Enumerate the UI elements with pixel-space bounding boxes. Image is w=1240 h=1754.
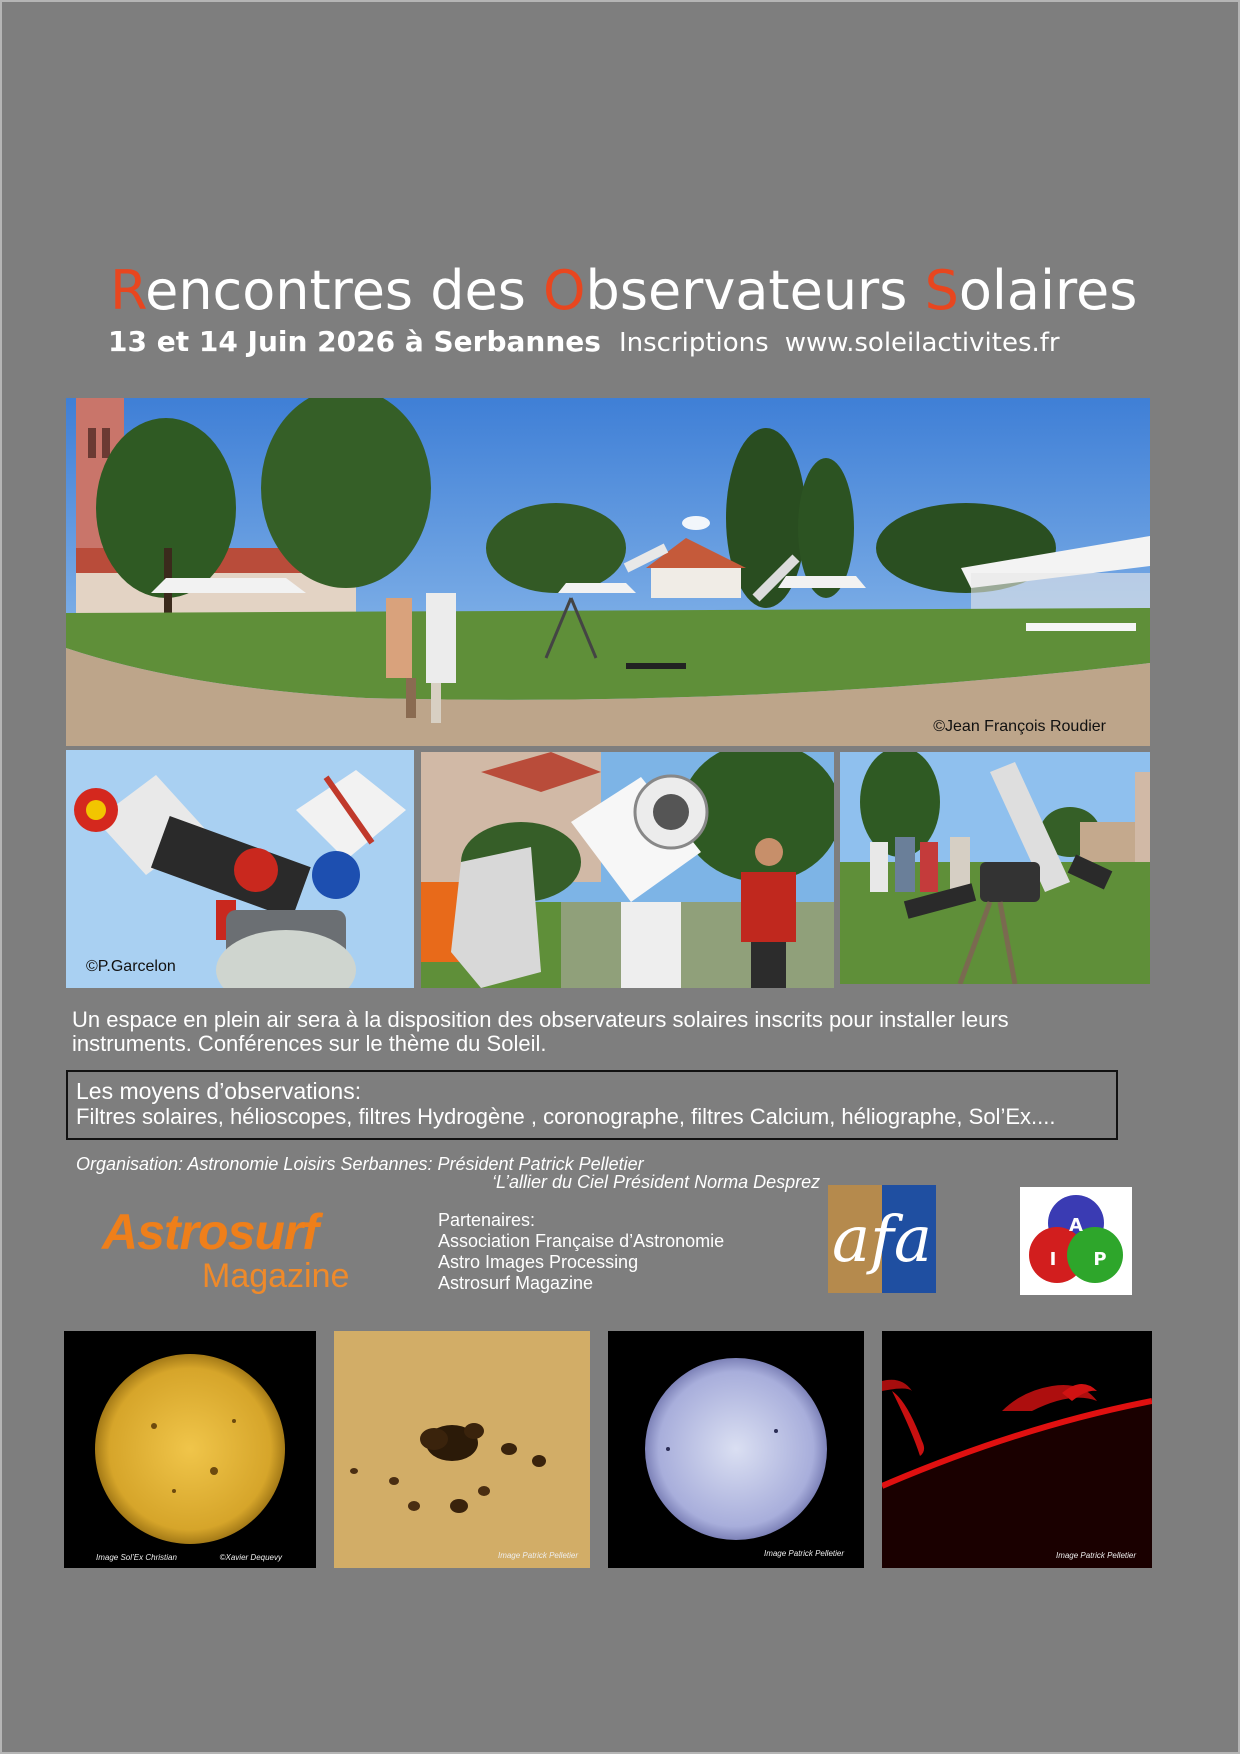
photo-credit-left: ©P.Garcelon xyxy=(86,958,176,975)
title-initial-o: O xyxy=(543,259,586,322)
sunspot-illustration xyxy=(334,1331,590,1568)
aip-logo-letter-a: A xyxy=(1069,1215,1083,1236)
afa-logo-text: afa xyxy=(832,1203,932,1277)
observation-means-list: Filtres solaires, hélioscopes, filtres Hydrogène , coronographe, filtres Calcium, héliographe, Sol’Ex.... xyxy=(76,1104,1056,1129)
organisation-line-2: ‘L’allier du Ciel Président Norma Desprez xyxy=(492,1172,821,1192)
sun-image-white-light xyxy=(608,1331,864,1568)
partner-item: Astrosurf Magazine xyxy=(438,1273,594,1293)
sun-caption-credit: ©Xavier Dequevy xyxy=(219,1553,282,1562)
aip-logo-letter-p: P xyxy=(1093,1249,1107,1270)
page-title xyxy=(110,259,1138,322)
observer-photo xyxy=(421,752,834,988)
telescope-illustration xyxy=(66,750,414,988)
panorama-photo xyxy=(66,398,1150,746)
prominence-illustration xyxy=(882,1331,1152,1568)
partners-block xyxy=(438,1210,724,1294)
sun-caption-solex: Image Sol’Ex Christian xyxy=(96,1553,177,1562)
organisation-line-1: Organisation: Astronomie Loisirs Serbannes: Président Patrick Pelletier xyxy=(76,1154,644,1174)
partners-heading: Partenaires: xyxy=(438,1210,536,1230)
afa-logo xyxy=(828,1185,936,1293)
aip-logo xyxy=(1020,1187,1132,1295)
sun-disk-white-illustration xyxy=(608,1331,864,1568)
website-link[interactable]: www.soleilactivites.fr xyxy=(784,328,1060,358)
title-segment-1: encontres des xyxy=(145,259,544,322)
photo-credit-main: ©Jean François Roudier xyxy=(933,718,1106,735)
astrosurf-logo xyxy=(102,1204,362,1297)
title-initial-r: R xyxy=(110,259,146,322)
observation-means-box xyxy=(66,1070,1118,1140)
sun-disk-yellow-illustration xyxy=(64,1331,316,1568)
title-segment-2: bservateurs xyxy=(585,259,925,322)
sun-caption: Image Patrick Pelletier xyxy=(1055,1551,1136,1560)
event-subtitle xyxy=(108,325,1060,358)
event-date-place: 13 et 14 Juin 2026 à Serbannes xyxy=(108,325,601,358)
group-illustration xyxy=(840,752,1150,984)
sun-image-prominence xyxy=(882,1331,1152,1568)
aip-logo-letter-i: I xyxy=(1049,1249,1057,1270)
aip-logo-mark xyxy=(1020,1187,1132,1295)
sun-caption: Image Patrick Pelletier xyxy=(497,1551,578,1560)
astrosurf-logo-word: Astrosurf xyxy=(102,1204,319,1260)
title-initial-s: S xyxy=(924,259,959,322)
telescope-closeup-photo xyxy=(66,750,414,988)
sun-image-hydrogen-disk xyxy=(64,1331,316,1568)
astrosurf-logo-magazine: Magazine xyxy=(202,1257,350,1295)
partner-item: Astro Images Processing xyxy=(438,1252,639,1272)
title-segment-3: olaires xyxy=(958,259,1138,322)
registration-label: Inscriptions xyxy=(618,328,769,358)
observation-means-title: Les moyens d’observations: xyxy=(76,1078,362,1104)
sun-caption: Image Patrick Pelletier xyxy=(763,1549,844,1558)
partner-item: Association Française d’Astronomie xyxy=(438,1231,725,1251)
observer-illustration xyxy=(421,752,834,988)
sun-image-sunspots xyxy=(334,1331,590,1568)
event-description: Un espace en plein air sera à la disposition des observateurs solaires inscrits pour installer leurs instruments. Conférences sur le thème du Soleil. xyxy=(72,1007,1009,1056)
group-observation-photo xyxy=(840,752,1150,984)
afa-logo-mark xyxy=(828,1185,936,1293)
panorama-illustration xyxy=(66,398,1150,746)
